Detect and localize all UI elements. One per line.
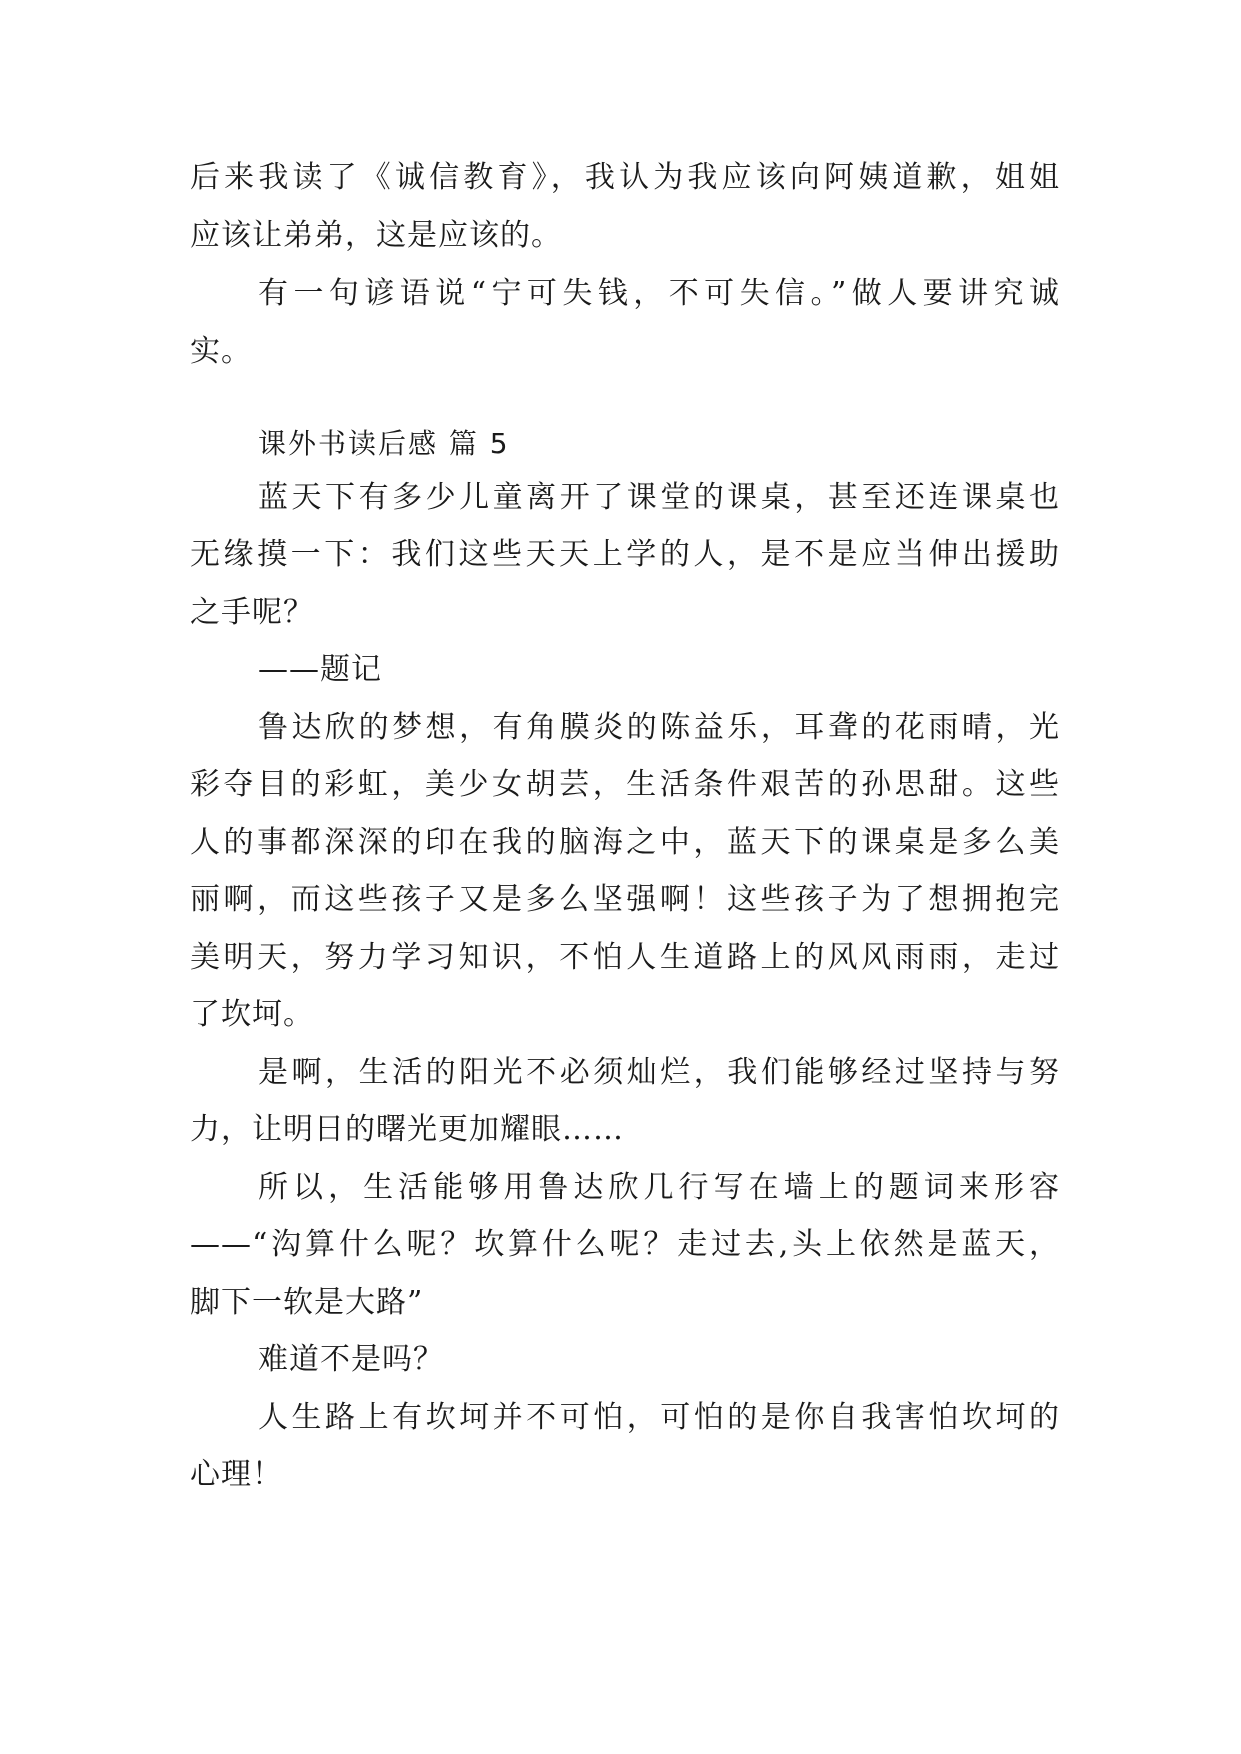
paragraph-line: 力，让明日的曙光更加耀眼…… bbox=[190, 1112, 624, 1147]
paragraph-line: 所以，生活能够用鲁达欣几行写在墙上的题词来形容 bbox=[258, 1170, 1060, 1205]
paragraph-line: 后来我读了《诚信教育》，我认为我应该向阿姨道歉，姐姐 bbox=[190, 160, 1060, 195]
paragraph-line: 脚下一软是大路” bbox=[190, 1285, 424, 1320]
epigraph-attribution: ——题记 bbox=[258, 652, 382, 687]
paragraph-line: 有一句谚语说“宁可失钱，不可失信。”做人要讲究诚 bbox=[258, 276, 1060, 311]
paragraph-line: 美明天，努力学习知识，不怕人生道路上的风风雨雨，走过 bbox=[190, 940, 1060, 975]
paragraph-line: 彩夺目的彩虹，美少女胡芸，生活条件艰苦的孙思甜。这些 bbox=[190, 767, 1060, 802]
paragraph-line: 之手呢？ bbox=[190, 595, 314, 630]
paragraph-line: 蓝天下有多少儿童离开了课堂的课桌，甚至还连课桌也 bbox=[258, 480, 1060, 515]
paragraph-line: 鲁达欣的梦想，有角膜炎的陈益乐，耳聋的花雨晴，光 bbox=[258, 710, 1060, 745]
section-heading: 课外书读后感 篇 5 bbox=[258, 427, 510, 460]
paragraph-line: 人生路上有坎坷并不可怕，可怕的是你自我害怕坎坷的 bbox=[258, 1400, 1060, 1435]
paragraph-line: 心理！ bbox=[190, 1457, 283, 1492]
paragraph-line: 实。 bbox=[190, 334, 252, 369]
paragraph-line: 难道不是吗？ bbox=[258, 1342, 444, 1377]
paragraph-line: 应该让弟弟，这是应该的。 bbox=[190, 218, 562, 253]
paragraph-line: ——“沟算什么呢？坎算什么呢？走过去,头上依然是蓝天， bbox=[190, 1227, 1060, 1262]
paragraph-line: 了坎坷。 bbox=[190, 997, 314, 1032]
paragraph-line: 无缘摸一下：我们这些天天上学的人，是不是应当伸出援助 bbox=[190, 537, 1060, 572]
paragraph-line: 是啊，生活的阳光不必须灿烂，我们能够经过坚持与努 bbox=[258, 1055, 1060, 1090]
paragraph-line: 人的事都深深的印在我的脑海之中，蓝天下的课桌是多么美 bbox=[190, 825, 1060, 860]
paragraph-line: 丽啊，而这些孩子又是多么坚强啊！这些孩子为了想拥抱完 bbox=[190, 882, 1060, 917]
